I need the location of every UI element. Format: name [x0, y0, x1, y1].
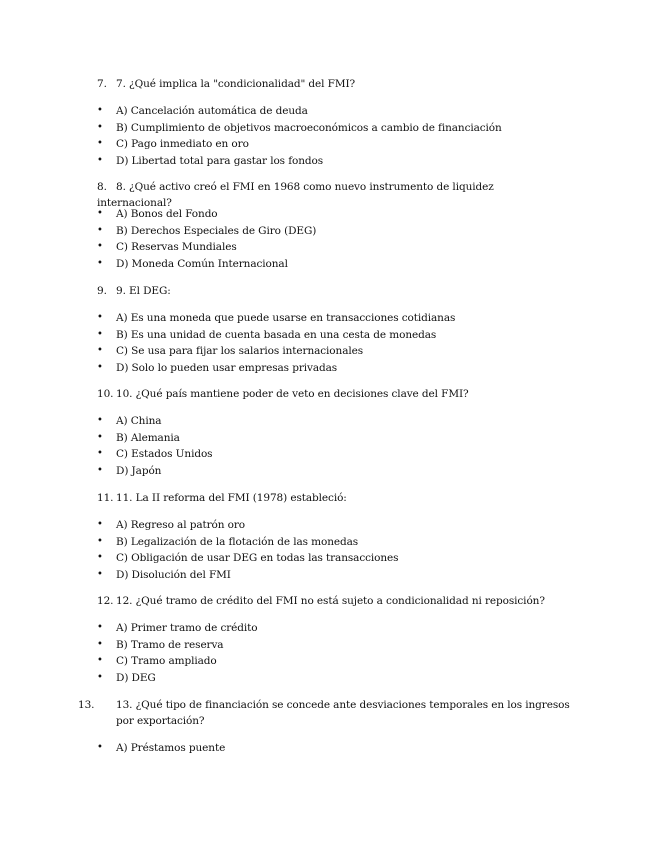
list-item: [0, 517, 655, 534]
question-12: [97, 593, 567, 609]
question-11: [97, 490, 567, 506]
question-13: [78, 697, 571, 729]
option-text: B) Derechos Especiales de Giro (DEG): [116, 224, 317, 237]
question-text: 11. La II reforma del FMI (1978) estableció:: [116, 492, 347, 504]
question-number: 9.: [97, 285, 107, 297]
question-text: 8. ¿Qué activo creó el FMI en 1968 como nuevo instrumento de liquidez internacional?: [97, 181, 494, 209]
option-text: C) Reservas Mundiales: [116, 241, 237, 253]
option-text: A) Primer tramo de crédito: [116, 622, 258, 634]
list-item: [0, 740, 655, 757]
option-text: B) Cumplimiento de objetivos macroeconómicos a cambio de financiación: [116, 121, 502, 134]
question-text: 9. El DEG:: [116, 285, 171, 297]
option-list-7: [0, 103, 655, 169]
question-text: 13. ¿Qué tipo de financiación se concede ante desviaciones temporales en los ingresos por exportación?: [116, 699, 570, 727]
bullet-icon: •: [97, 415, 103, 426]
list-item: [0, 620, 655, 637]
list-item: [0, 136, 655, 153]
question-number: 11.: [97, 492, 114, 504]
question-10: [97, 386, 567, 402]
question-text: 10. ¿Qué país mantiene poder de veto en decisiones clave del FMI?: [116, 388, 469, 400]
list-item: [0, 223, 655, 240]
bullet-icon: •: [97, 568, 103, 580]
option-text: C) Estados Unidos: [116, 448, 213, 460]
list-item: [0, 463, 655, 480]
bullet-icon: •: [97, 138, 103, 149]
bullet-icon: •: [97, 552, 103, 563]
option-list-11: [0, 517, 655, 583]
option-text: C) Pago inmediato en oro: [116, 138, 249, 150]
list-item: [0, 567, 655, 584]
bullet-icon: •: [97, 328, 103, 340]
list-item: [0, 120, 655, 137]
option-text: B) Es una unidad de cuenta basada en una cesta de monedas: [116, 328, 437, 341]
bullet-icon: •: [97, 638, 103, 650]
option-text: A) Cancelación automática de deuda: [116, 105, 308, 117]
option-text: D) Japón: [116, 464, 162, 477]
option-list-9: [0, 310, 655, 376]
option-text: A) China: [116, 415, 162, 427]
bullet-icon: •: [97, 671, 103, 683]
option-list-10: [0, 413, 655, 479]
question-number: 7.: [97, 78, 107, 90]
option-text: B) Legalización de la flotación de las monedas: [116, 535, 359, 548]
question-number: 10.: [97, 388, 114, 400]
question-text: 7. ¿Qué implica la "condicionalidad" del FMI?: [116, 78, 356, 90]
list-item: [0, 446, 655, 463]
list-item: [0, 360, 655, 377]
list-item: [0, 103, 655, 120]
option-text: D) Solo lo pueden usar empresas privadas: [116, 361, 338, 374]
option-text: D) Disolución del FMI: [116, 568, 231, 581]
option-text: C) Tramo ampliado: [116, 655, 217, 667]
question-text: 12. ¿Qué tramo de crédito del FMI no está sujeto a condicionalidad ni reposición?: [116, 595, 545, 607]
bullet-icon: •: [97, 208, 103, 219]
bullet-icon: •: [97, 431, 103, 443]
option-text: C) Obligación de usar DEG en todas las transacciones: [116, 552, 399, 564]
question-number: 8.: [97, 181, 107, 193]
list-item: [0, 430, 655, 447]
bullet-icon: •: [97, 345, 103, 356]
bullet-icon: •: [97, 224, 103, 236]
option-list-8: [0, 206, 655, 272]
option-text: A) Bonos del Fondo: [116, 208, 218, 220]
bullet-icon: •: [97, 535, 103, 547]
option-text: D) Libertad total para gastar los fondos: [116, 154, 324, 167]
bullet-icon: •: [97, 655, 103, 666]
bullet-icon: •: [97, 241, 103, 252]
list-item: [0, 670, 655, 687]
question-7: [97, 76, 567, 92]
option-text: A) Préstamos puente: [116, 742, 226, 754]
list-item: [0, 206, 655, 223]
list-item: [0, 637, 655, 654]
bullet-icon: •: [97, 312, 103, 323]
list-item: [0, 550, 655, 567]
bullet-icon: •: [97, 154, 103, 166]
question-9: [97, 283, 567, 299]
bullet-icon: •: [97, 361, 103, 373]
list-item: [0, 310, 655, 327]
list-item: [0, 534, 655, 551]
option-text: B) Tramo de reserva: [116, 638, 224, 651]
bullet-icon: •: [97, 464, 103, 476]
bullet-icon: •: [97, 121, 103, 133]
list-item: [0, 256, 655, 273]
bullet-icon: •: [97, 519, 103, 530]
option-text: D) Moneda Común Internacional: [116, 257, 288, 270]
list-item: [0, 153, 655, 170]
option-list-12: [0, 620, 655, 686]
bullet-icon: •: [97, 622, 103, 633]
option-text: A) Es una moneda que puede usarse en transacciones cotidianas: [116, 312, 456, 324]
option-text: D) DEG: [116, 671, 156, 684]
list-item: [0, 239, 655, 256]
list-item: [0, 653, 655, 670]
question-number: 12.: [97, 595, 114, 607]
bullet-icon: •: [97, 742, 103, 753]
question-number: 13.: [78, 699, 95, 711]
option-text: A) Regreso al patrón oro: [116, 519, 245, 531]
list-item: [0, 343, 655, 360]
bullet-icon: •: [97, 105, 103, 116]
bullet-icon: •: [97, 448, 103, 459]
option-list-13: [0, 740, 655, 757]
option-text: C) Se usa para fijar los salarios internacionales: [116, 345, 364, 357]
option-text: B) Alemania: [116, 431, 180, 444]
list-item: [0, 413, 655, 430]
list-item: [0, 327, 655, 344]
bullet-icon: •: [97, 257, 103, 269]
